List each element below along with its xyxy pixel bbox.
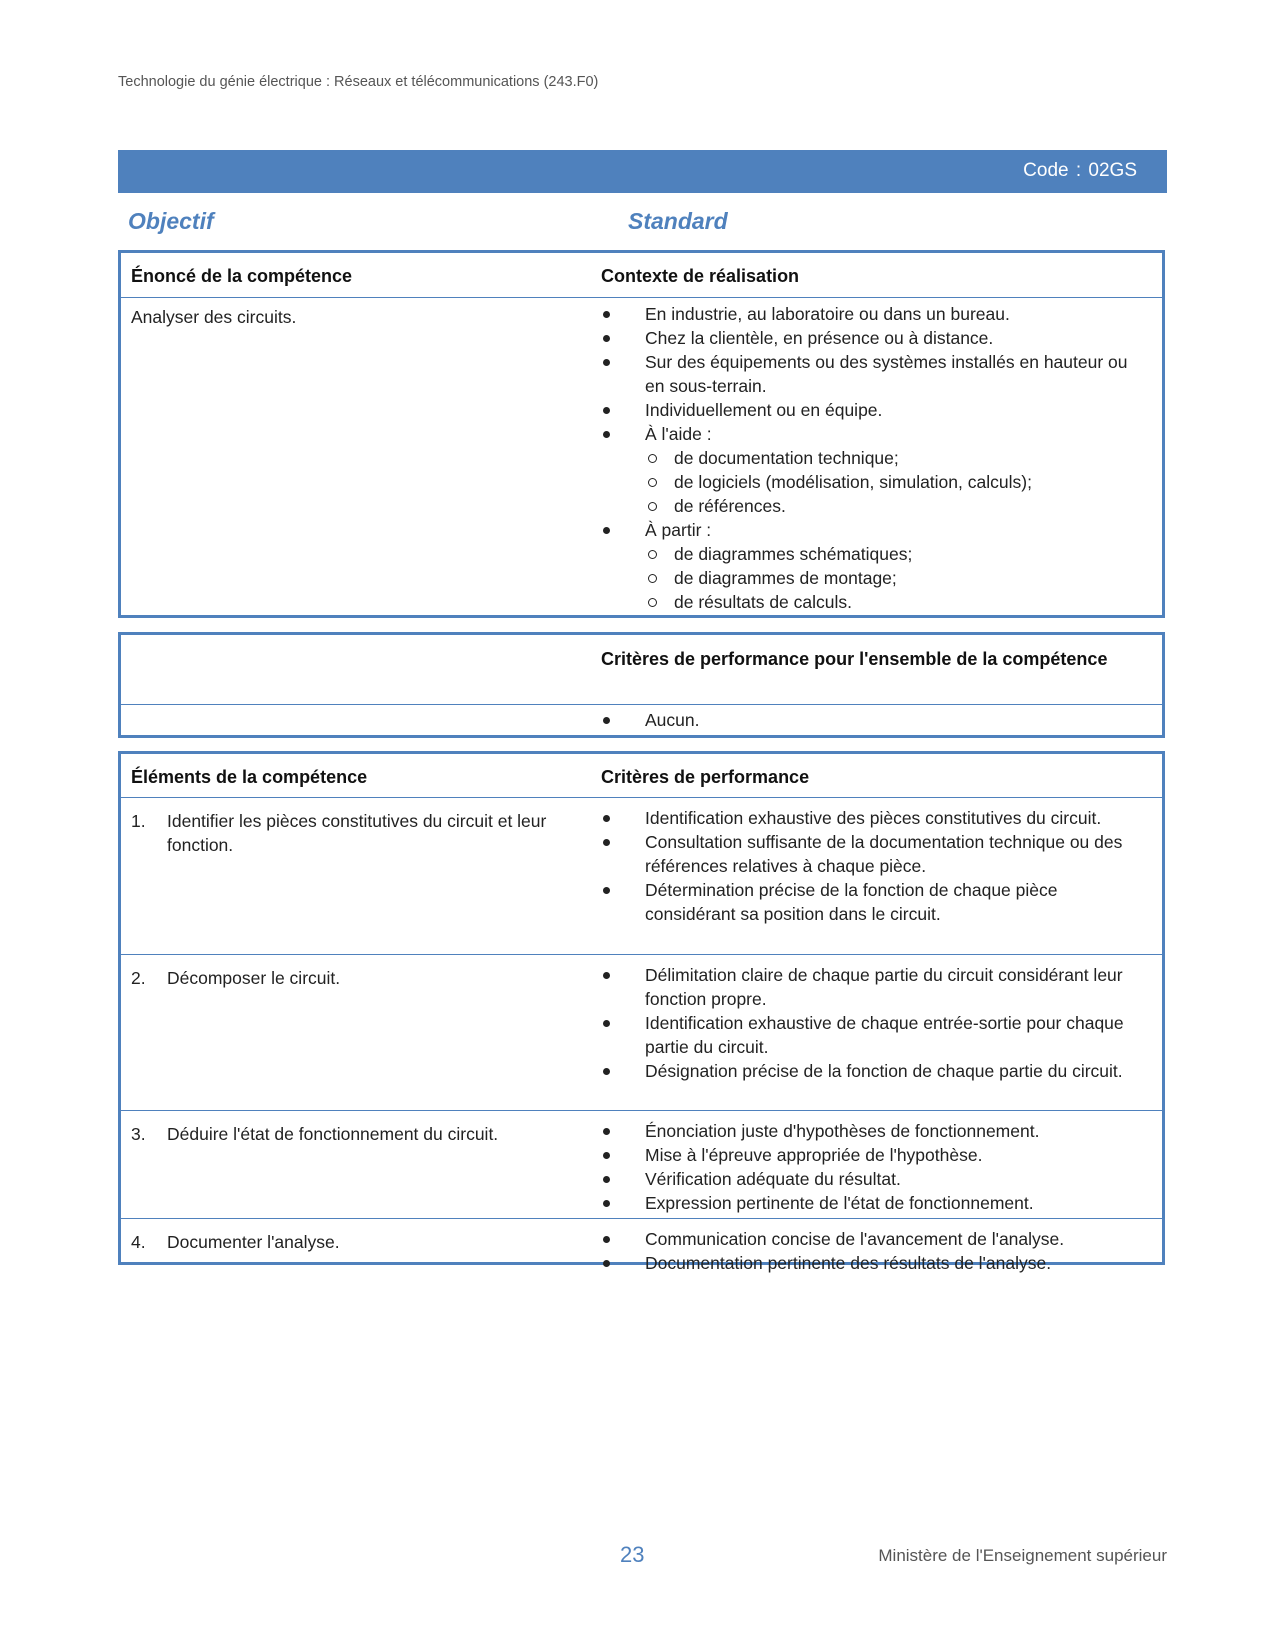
competence-element (131, 1230, 571, 1254)
hollow-bullet-icon (648, 502, 657, 511)
criterion-text: Identification exhaustive de chaque entrée-sortie pour chaque partie du circuit. (645, 1013, 1124, 1057)
context-list (601, 302, 1144, 614)
elements-header: Éléments de la compétence (131, 767, 368, 787)
program-header: Technologie du génie électrique : Réseaux et télécommunications (243.F0) (118, 74, 599, 90)
overall-criteria-table (118, 632, 1165, 738)
criterion-text: Communication concise de l'avancement de l'analyse. (645, 1229, 1065, 1249)
bullet-icon (603, 1020, 610, 1027)
bullet-icon (603, 1128, 610, 1135)
overall-criteria-header: Critères de performance pour l'ensemble de la compétence (601, 649, 1108, 669)
competence-context-table (118, 250, 1165, 618)
element-cell (131, 809, 571, 857)
bullet-icon (603, 407, 610, 414)
overall-criteria-body-row (121, 705, 1162, 736)
bullet-icon (603, 431, 610, 438)
element-cell (131, 966, 571, 990)
performance-criterion (601, 878, 1144, 926)
performance-criterion (601, 1059, 1144, 1083)
element-number: 1. (131, 811, 146, 831)
context-item-text: À l'aide : (645, 424, 712, 444)
criterion-text: Consultation suffisante de la documentation technique ou des références relatives à chaque pièce. (645, 832, 1123, 876)
performance-criterion (601, 1143, 1144, 1167)
performance-criterion (601, 830, 1144, 878)
bullet-icon (603, 1176, 610, 1183)
bullet-icon (603, 717, 610, 724)
hollow-bullet-icon (648, 454, 657, 463)
context-item (601, 326, 1144, 350)
context-subitem-text: de logiciels (modélisation, simulation, calculs); (674, 472, 1032, 492)
context-item-text: Chez la clientèle, en présence ou à distance. (645, 328, 994, 348)
element-text: Décomposer le circuit. (167, 968, 341, 988)
bullet-icon (603, 527, 610, 534)
element-cell (131, 1230, 571, 1254)
competency-code: Code : 02GS (1023, 160, 1137, 181)
bullet-icon (603, 311, 610, 318)
performance-criterion (601, 1119, 1144, 1143)
context-item-text: En industrie, au laboratoire ou dans un bureau. (645, 304, 1010, 324)
elements-header-row (121, 754, 1162, 798)
overall-criteria-header-row (121, 635, 1162, 705)
footer-ministry: Ministère de l'Enseignement supérieur (878, 1546, 1167, 1565)
bullet-icon (603, 335, 610, 342)
criterion-text: Identification exhaustive des pièces constitutives du circuit. (645, 808, 1102, 828)
context-header: Contexte de réalisation (601, 266, 800, 286)
criteria-cell (601, 1227, 1144, 1275)
element-cell (131, 1122, 571, 1146)
criterion-text: Mise à l'épreuve appropriée de l'hypothèse. (645, 1145, 983, 1165)
bullet-icon (603, 1260, 610, 1267)
bullet-icon (603, 972, 610, 979)
criteria-cell (601, 806, 1144, 926)
criteria-cell (601, 1119, 1144, 1215)
criterion-text: Énonciation juste d'hypothèses de fonctionnement. (645, 1121, 1040, 1141)
competence-statement: Analyser des circuits. (131, 307, 297, 327)
context-subitem (645, 590, 1144, 614)
context-subitem (645, 542, 1144, 566)
criteria-header: Critères de performance (601, 767, 810, 787)
element-row (121, 798, 1162, 955)
competence-element (131, 1122, 571, 1146)
bullet-icon (603, 359, 610, 366)
element-row (121, 1111, 1162, 1219)
performance-criterion (601, 1011, 1144, 1059)
element-text: Déduire l'état de fonctionnement du circuit. (167, 1124, 499, 1144)
criteria-cell (601, 963, 1144, 1083)
overall-criteria-list (601, 708, 1144, 732)
context-item-text: Sur des équipements ou des systèmes installés en hauteur ou en sous-terrain. (645, 352, 1128, 396)
criterion-text: Délimitation claire de chaque partie du circuit considérant leur fonction propre. (645, 965, 1123, 1009)
hollow-bullet-icon (648, 478, 657, 487)
bullet-icon (603, 1152, 610, 1159)
performance-criterion (601, 1167, 1144, 1191)
context-item-text: Individuellement ou en équipe. (645, 400, 883, 420)
element-text: Identifier les pièces constitutives du circuit et leur fonction. (167, 811, 547, 855)
context-item-text: À partir : (645, 520, 712, 540)
context-subitem (645, 494, 1144, 518)
context-item (601, 422, 1144, 518)
competence-element (131, 809, 571, 857)
performance-criterion (601, 1191, 1144, 1215)
context-subitem-text: de diagrammes schématiques; (674, 544, 913, 564)
context-subitem (645, 470, 1144, 494)
objective-label: Objectif (128, 208, 214, 234)
context-subitem (645, 566, 1144, 590)
criterion-text: Désignation précise de la fonction de chaque partie du circuit. (645, 1061, 1123, 1081)
standard-label: Standard (628, 208, 728, 234)
performance-criterion (601, 806, 1144, 830)
element-row (121, 955, 1162, 1111)
context-subitem-text: de résultats de calculs. (674, 592, 853, 612)
context-subitem (645, 446, 1144, 470)
hollow-bullet-icon (648, 598, 657, 607)
context-item (601, 398, 1144, 422)
bullet-icon (603, 887, 610, 894)
context-item (601, 302, 1144, 326)
performance-criterion (601, 1227, 1144, 1251)
context-item (601, 350, 1144, 398)
bullet-icon (603, 1068, 610, 1075)
hollow-bullet-icon (648, 550, 657, 559)
code-banner (118, 150, 1167, 193)
criterion-text: Expression pertinente de l'état de fonctionnement. (645, 1193, 1034, 1213)
objective-standard-row (128, 208, 1168, 238)
competence-header-row (121, 253, 1162, 298)
hollow-bullet-icon (648, 574, 657, 583)
overall-criteria-text: Aucun. (645, 710, 700, 730)
bullet-icon (603, 839, 610, 846)
bullet-icon (603, 1200, 610, 1207)
performance-criterion (601, 963, 1144, 1011)
element-number: 4. (131, 1232, 146, 1252)
context-subitem-text: de documentation technique; (674, 448, 899, 468)
performance-criterion (601, 1251, 1144, 1275)
context-item (601, 518, 1144, 614)
competence-statement-header: Énoncé de la compétence (131, 266, 353, 286)
competence-element (131, 966, 571, 990)
criterion-text: Détermination précise de la fonction de chaque pièce considérant sa position dans le circuit. (645, 880, 1058, 924)
elements-criteria-table (118, 751, 1165, 1273)
competence-body-row (121, 298, 1162, 614)
criterion-text: Vérification adéquate du résultat. (645, 1169, 901, 1189)
page-number: 23 (620, 1542, 645, 1567)
context-subitem-text: de références. (674, 496, 786, 516)
element-number: 3. (131, 1124, 146, 1144)
criterion-text: Documentation pertinente des résultats de l'analyse. (645, 1253, 1052, 1273)
element-row (121, 1219, 1162, 1273)
context-subitem-text: de diagrammes de montage; (674, 568, 897, 588)
overall-criteria-item (601, 708, 1144, 732)
bullet-icon (603, 1236, 610, 1243)
element-number: 2. (131, 968, 146, 988)
bullet-icon (603, 815, 610, 822)
element-text: Documenter l'analyse. (167, 1232, 340, 1252)
